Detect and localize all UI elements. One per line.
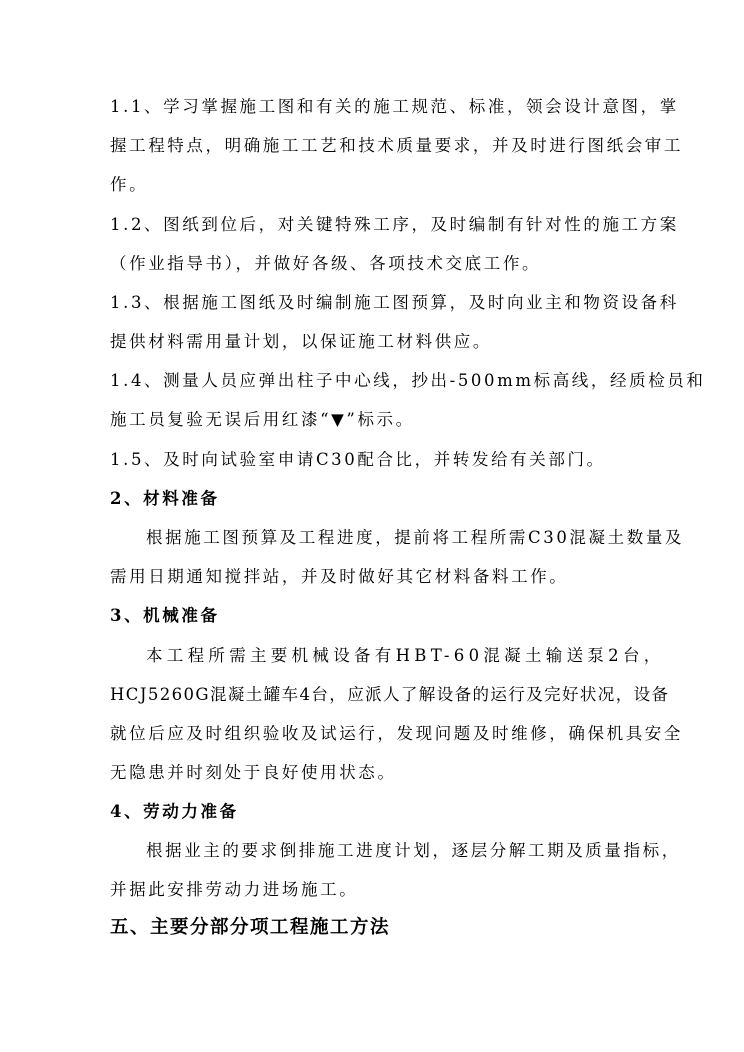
section-heading-5: 五、主要分部分项工程施工方法 [110, 917, 391, 938]
heading-materials: 2、材料准备 [110, 489, 220, 508]
labor-line-2: 并据此安排劳动力进场施工。 [110, 880, 359, 899]
heading-labor: 4、劳动力准备 [110, 802, 239, 821]
para-1-3-line-1: 1.3、根据施工图纸及时编制施工图预算，及时向业主和物资设备科 [110, 293, 679, 312]
heading-machinery: 3、机械准备 [110, 606, 220, 625]
machinery-line-2: HCJ5260G混凝土罐车4台，应派人了解设备的运行及完好状况，设备 [110, 685, 670, 704]
para-1-1-line-3: 作。 [110, 175, 149, 194]
para-1-5: 1.5、及时向试验室申请C30配合比，并转发给有关部门。 [110, 450, 606, 469]
materials-line-1: 根据施工图预算及工程进度，提前将工程所需C30混凝土数量及 [146, 528, 685, 547]
para-1-1-line-2: 握工程特点，明确施工工艺和技术质量要求，并及时进行图纸会审工 [110, 136, 683, 155]
para-1-4-line-2: 施工员复验无误后用红漆“▼”标示。 [110, 410, 415, 429]
materials-line-2: 需用日期通知搅拌站，并及时做好其它材料备料工作。 [110, 567, 569, 586]
labor-line-1: 根据业主的要求倒排施工进度计划，逐层分解工期及质量指标， [146, 841, 681, 860]
machinery-line-3: 就位后应及时组织验收及试运行，发现问题及时维修，确保机具安全 [110, 724, 683, 743]
para-1-2-line-2: （作业指导书），并做好各级、各项技术交底工作。 [110, 254, 542, 273]
para-1-1-line-1: 1.1、学习掌握施工图和有关的施工规范、标准，领会设计意图，掌 [110, 97, 679, 116]
machinery-line-4: 无隐患并时刻处于良好使用状态。 [110, 763, 397, 782]
machinery-line-1: 本工程所需主要机械设备有HBT-60混凝土输送泵2台， [146, 646, 665, 665]
para-1-3-line-2: 提供材料需用量计划，以保证施工材料供应。 [110, 332, 492, 351]
para-1-2-line-1: 1.2、图纸到位后，对关键特殊工序，及时编制有针对性的施工方案 [110, 215, 679, 234]
para-1-4-line-1: 1.4、测量人员应弹出柱子中心线，抄出-500mm标高线，经质检员和 [110, 371, 706, 390]
